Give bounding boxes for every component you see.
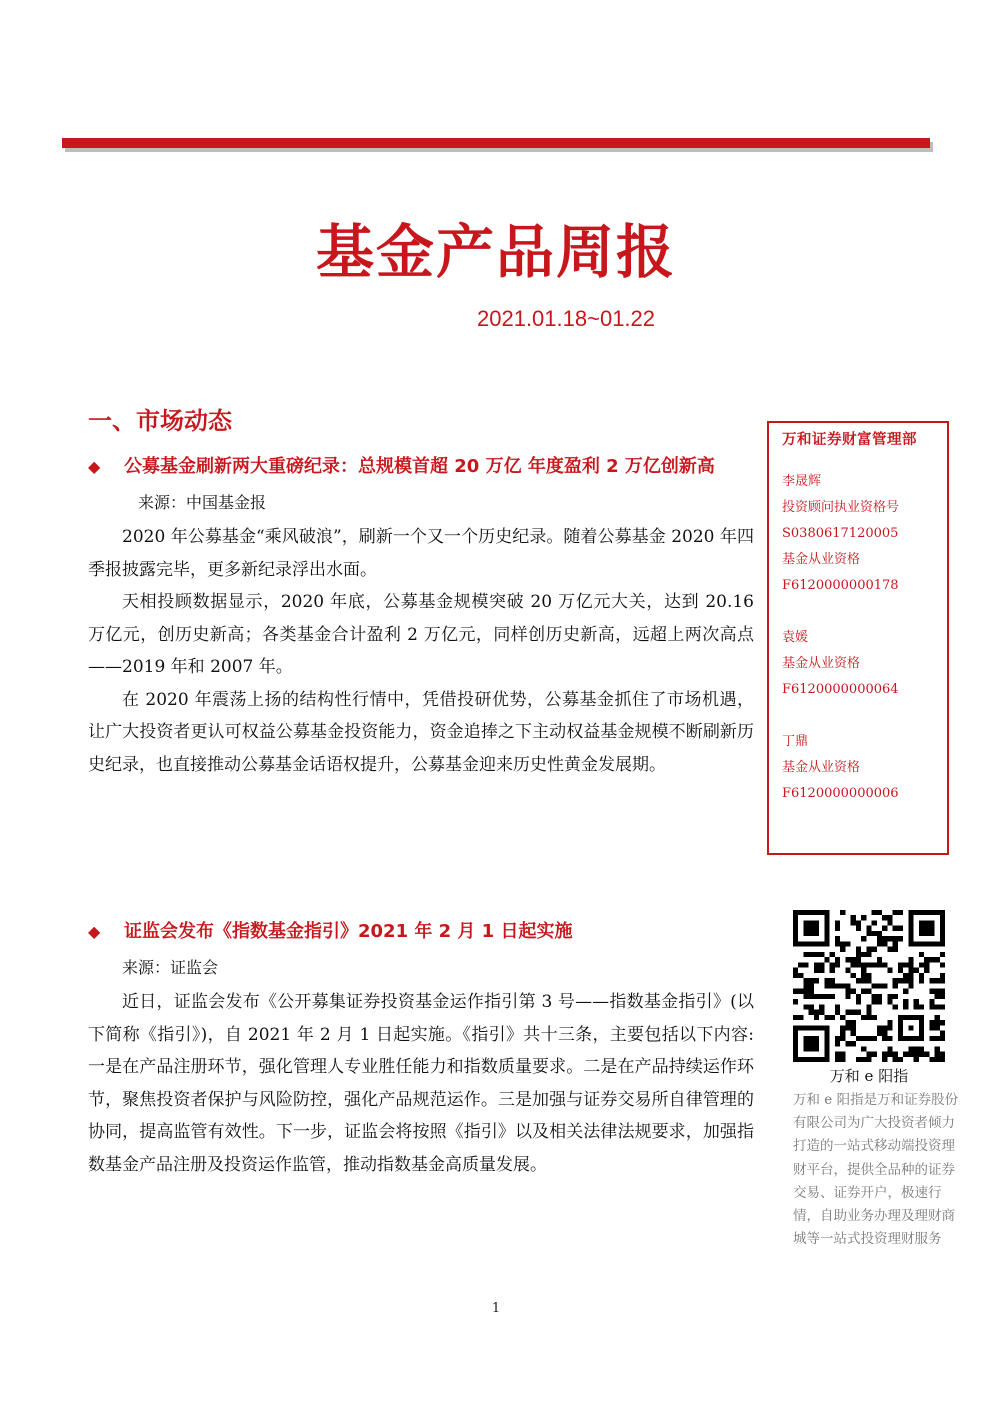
advisor-credential-number: S0380617120005 (782, 526, 899, 541)
advisor-name: 李晟辉 (782, 474, 822, 489)
advisor-credential-number: F6120000000064 (782, 682, 899, 697)
document-date-range: 2021.01.18~01.22 (477, 306, 656, 331)
news-paragraph: 近日，证监会发布《公开募集证券投资基金运作指引第 3 号——指数基金指引》(以下简称《指引》)，自 2021 年 2 月 1 日起实施。《指引》共十三条，主要包括以下内容:一是在产品注册环节，强化管理人专业胜任能力和指数质量要求。二是在产品持续运作环节，聚焦投资者保护与风险防控，强化产品规范运作。三是加强与证券交易所自律管理的协同，提高监管有效性。下一步，证监会将按照《指引》以及相关法律法规要求，加强指数基金产品注册及投资运作监管，推动指数基金高质量发展。 (88, 992, 754, 1175)
news-item-1 (88, 449, 754, 781)
document-title: 基金产品周报 (315, 218, 676, 286)
advisor-credential-label: 基金从业资格 (782, 656, 861, 671)
news-item-2 (88, 914, 754, 1181)
news-title-text: 公募基金刷新两大重磅纪录：总规模首超 20 万亿 年度盈利 2 万亿创新高 (124, 456, 715, 477)
app-description: 万和 e 阳指是万和证券股份有限公司为广大投资者倾力打造的一站式移动端投资理财平台，提供全品种的证券交易、证券开户，极速行情，自助业务办理及理财商城等一站式投资理财服务 (793, 1092, 959, 1248)
section-heading: 一、市场动态 (88, 407, 232, 435)
news-paragraph: 在 2020 年震荡上扬的结构性行情中，凭借投研优势，公募基金抓住了市场机遇，让广大投资者更认可权益公募基金投资能力，资金追捧之下主动权益基金规模不断刷新历史纪录，也直接推动公募基金话语权提升，公募基金迎来历史性黄金发展期。 (88, 689, 754, 775)
advisor-credential-label: 投资顾问执业资格号 (782, 500, 900, 515)
advisor-info-box (767, 421, 949, 855)
advisor-credential-label: 基金从业资格 (782, 760, 861, 775)
news-source: 来源：证监会 (122, 958, 219, 977)
advisor-credential-label: 基金从业资格 (782, 552, 861, 567)
news-title (88, 914, 754, 950)
qr-caption: 万和 e 阳指 (829, 1067, 909, 1085)
news-paragraph: 2020 年公募基金“乘风破浪”，刷新一个又一个历史纪录。随着公募基金 2020 年四季报披露完毕，更多新纪录浮出水面。 (88, 527, 754, 580)
news-title-text: 证监会发布《指数基金指引》2021 年 2 月 1 日起实施 (124, 921, 573, 942)
diamond-bullet-icon: ◆ (88, 922, 101, 941)
advisor-credential-number: F6120000000006 (782, 786, 899, 801)
diamond-bullet-icon: ◆ (88, 457, 101, 476)
page-number: 1 (491, 1301, 501, 1316)
advisor-name: 丁鼎 (782, 734, 809, 749)
advisor-name: 袁媛 (782, 630, 809, 645)
advisor-credential-number: F6120000000178 (782, 578, 899, 593)
header-rule (62, 138, 930, 148)
department-name: 万和证券财富管理部 (782, 431, 917, 448)
news-title (88, 449, 754, 485)
news-source: 来源：中国基金报 (138, 493, 267, 512)
qr-code-icon (793, 910, 945, 1062)
news-paragraph: 天相投顾数据显示，2020 年底，公募基金规模突破 20 万亿元大关，达到 20.16 万亿元，创历史新高；各类基金合计盈利 2 万亿元，同样创历史新高，远超上两次高点——2019 年和 2007 年。 (88, 592, 754, 677)
